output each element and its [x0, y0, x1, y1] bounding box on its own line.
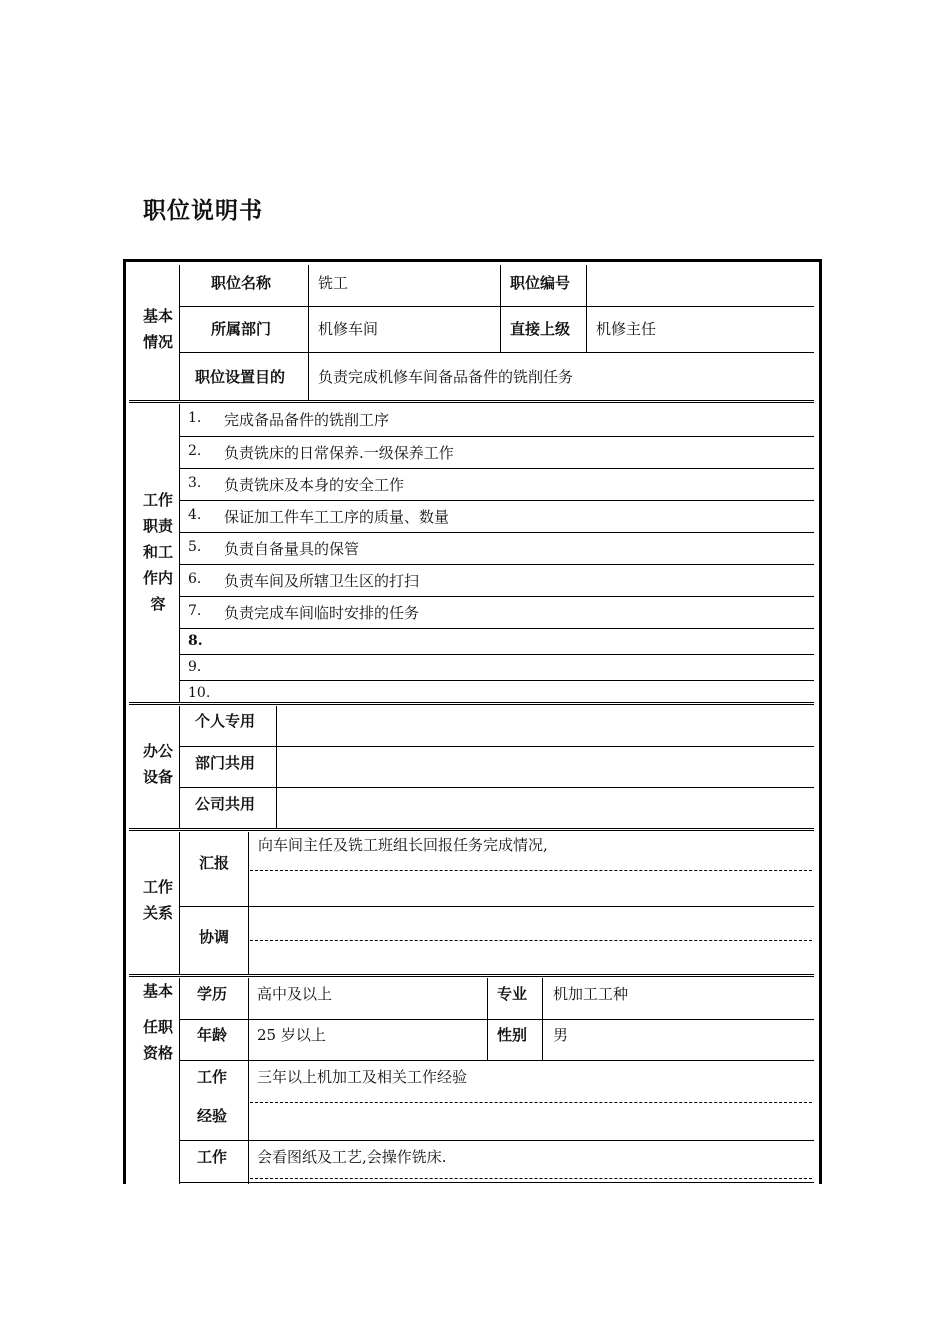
department-label: 所属部门	[211, 320, 272, 338]
relations-label: 工作 关系	[142, 878, 173, 922]
experience-label-line2: 经验	[197, 1107, 228, 1125]
page-title: 职位说明书	[143, 198, 263, 224]
position-name-value: 铣工	[318, 274, 349, 292]
duty-item-2	[180, 436, 814, 467]
duty-item-8	[180, 628, 814, 653]
duty-item-number: 8.	[188, 633, 203, 649]
duty-item-text: 完成备品备件的铣削工序	[224, 411, 390, 429]
duty-item-7	[180, 596, 814, 627]
coordinate-label: 协调	[199, 928, 230, 946]
gender-label: 性别	[497, 1026, 528, 1044]
experience-label-line1: 工作	[197, 1068, 228, 1086]
age-label: 年龄	[197, 1026, 228, 1044]
experience-value: 三年以上机加工及相关工作经验	[257, 1068, 468, 1086]
qualifications-label-top: 基本	[142, 982, 173, 1000]
duty-item-text: 负责车间及所辖卫生区的打扫	[224, 572, 420, 590]
equipment-personal-label: 个人专用	[195, 712, 256, 730]
duty-item-9	[180, 654, 814, 679]
skill-label: 工作	[197, 1148, 228, 1166]
position-name-label: 职位名称	[211, 274, 272, 292]
duty-item-text: 负责完成车间临时安排的任务	[224, 604, 420, 622]
duty-item-number: 2.	[188, 443, 202, 459]
duties-section	[129, 404, 814, 702]
duty-item-number: 3.	[188, 475, 202, 491]
supervisor-label: 直接上级	[510, 320, 571, 338]
equipment-section	[129, 706, 814, 828]
duty-item-1	[180, 404, 814, 434]
gender-value: 男	[553, 1026, 569, 1044]
duty-item-text: 负责铣床及本身的安全工作	[224, 476, 405, 494]
purpose-label: 职位设置目的	[195, 368, 286, 386]
department-value: 机修车间	[318, 320, 379, 338]
duty-item-number: 6.	[188, 571, 202, 587]
duty-item-3	[180, 468, 814, 499]
basic-info-label: 基本 情况	[142, 307, 173, 351]
qualifications-section	[129, 978, 814, 1184]
relations-section	[129, 832, 814, 974]
duty-item-number: 4.	[188, 507, 202, 523]
duty-item-number: 5.	[188, 539, 202, 555]
report-label: 汇报	[199, 854, 230, 872]
basic-info-section	[129, 265, 814, 401]
skill-value: 会看图纸及工艺,会操作铣床.	[257, 1148, 447, 1166]
education-label: 学历	[197, 985, 228, 1003]
major-label: 专业	[497, 985, 528, 1003]
duty-item-text: 负责铣床的日常保养.一级保养工作	[224, 444, 454, 462]
duty-item-5	[180, 532, 814, 563]
major-value: 机加工工种	[553, 985, 629, 1003]
report-value: 向车间主任及铣工班组长回报任务完成情况,	[258, 836, 548, 854]
equipment-company-label: 公司共用	[195, 795, 256, 813]
duty-item-number: 10.	[188, 685, 211, 701]
position-no-label: 职位编号	[510, 274, 571, 292]
duty-item-text: 保证加工件车工工序的质量、数量	[224, 508, 450, 526]
equipment-label: 办公 设备	[142, 742, 173, 786]
duty-item-number: 7.	[188, 603, 202, 619]
purpose-value: 负责完成机修车间备品备件的铣削任务	[318, 368, 574, 386]
qualifications-label-bottom: 任职 资格	[142, 1018, 173, 1062]
supervisor-value: 机修主任	[596, 320, 657, 338]
duties-label: 工作 职责 和工 作内 容	[142, 491, 173, 613]
equipment-dept-label: 部门共用	[195, 754, 256, 772]
duty-item-10	[180, 680, 814, 703]
education-value: 高中及以上	[257, 985, 333, 1003]
age-value: 25 岁以上	[257, 1026, 326, 1044]
duty-item-number: 1.	[188, 410, 202, 426]
duty-item-6	[180, 564, 814, 595]
duty-item-4	[180, 500, 814, 531]
duty-item-number: 9.	[188, 659, 202, 675]
job-description-table	[123, 259, 822, 1184]
duty-item-text: 负责自备量具的保管	[224, 540, 360, 558]
